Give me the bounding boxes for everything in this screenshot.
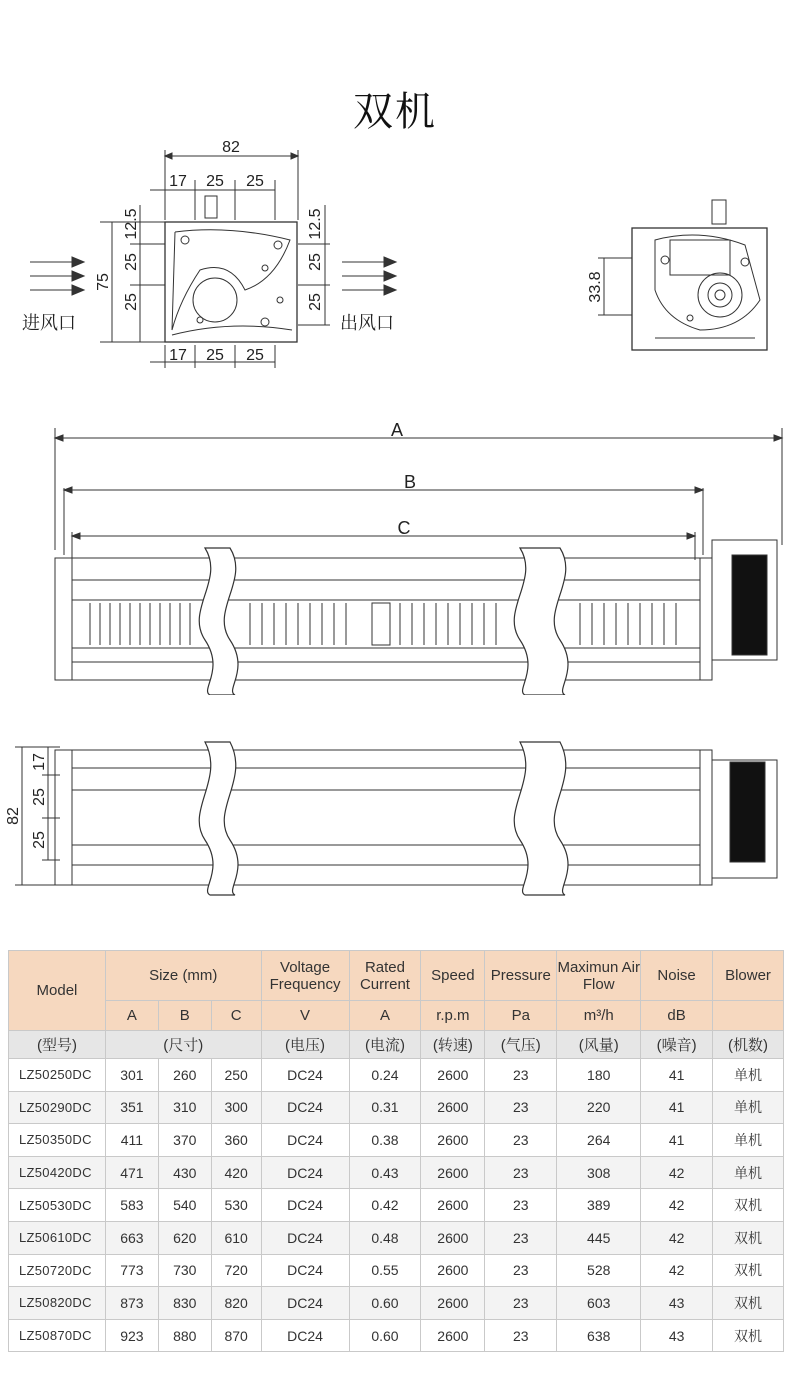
cell-rpm: 2600 (421, 1221, 485, 1254)
cell-b: 830 (158, 1287, 211, 1320)
cell-db: 42 (641, 1156, 713, 1189)
dim-bottom-side-1: 17 (31, 753, 48, 771)
unit-b: B (158, 1001, 211, 1031)
cell-db: 42 (641, 1189, 713, 1222)
cell-a: 773 (105, 1254, 158, 1287)
cell-v: DC24 (261, 1059, 349, 1092)
cn-current: (电流) (349, 1031, 421, 1059)
cell-rpm: 2600 (421, 1059, 485, 1092)
cell-pa: 23 (485, 1189, 557, 1222)
cell-db: 41 (641, 1091, 713, 1124)
inlet-label: 进风口 (22, 313, 76, 334)
cell-c: 420 (211, 1156, 261, 1189)
cell-flow: 308 (557, 1156, 641, 1189)
table-cn-row (9, 1031, 784, 1059)
cell-rpm: 2600 (421, 1124, 485, 1157)
dim-bottom-3: 25 (246, 347, 264, 364)
cell-c: 360 (211, 1124, 261, 1157)
table-row (9, 1254, 784, 1287)
dim-bottom-side-2: 25 (31, 788, 48, 806)
cell-blower: 双机 (713, 1254, 784, 1287)
unit-current: A (349, 1001, 421, 1031)
cell-flow: 638 (557, 1319, 641, 1352)
cell-blower: 双机 (713, 1189, 784, 1222)
cell-rpm: 2600 (421, 1091, 485, 1124)
cell-b: 730 (158, 1254, 211, 1287)
cell-a: 411 (105, 1124, 158, 1157)
dim-bottom-2: 25 (206, 347, 224, 364)
cell-b: 620 (158, 1221, 211, 1254)
header-model: Model (9, 951, 106, 1031)
table-row (9, 1319, 784, 1352)
cell-db: 43 (641, 1319, 713, 1352)
cell-blower: 单机 (713, 1156, 784, 1189)
cell-v: DC24 (261, 1254, 349, 1287)
dim-right-2: 25 (307, 253, 324, 271)
cell-flow: 603 (557, 1287, 641, 1320)
dim-bottom-height: 82 (5, 807, 22, 825)
cell-a: 583 (105, 1189, 158, 1222)
dim-bottom-1: 17 (169, 347, 187, 364)
cell-i: 0.55 (349, 1254, 421, 1287)
cn-blower: (机数) (713, 1031, 784, 1059)
table-header-row (9, 951, 784, 1001)
header-size: Size (mm) (105, 951, 261, 1001)
cell-db: 43 (641, 1287, 713, 1320)
header-blower: Blower (713, 951, 784, 1001)
dim-overall: 82 (222, 139, 240, 156)
unit-pressure: Pa (485, 1001, 557, 1031)
table-row (9, 1124, 784, 1157)
cell-model: LZ50820DC (9, 1287, 106, 1320)
header-voltage: Voltage Frequency (261, 951, 349, 1001)
cell-db: 41 (641, 1124, 713, 1157)
cell-b: 370 (158, 1124, 211, 1157)
cell-v: DC24 (261, 1156, 349, 1189)
dim-b: B (403, 472, 417, 492)
cell-b: 310 (158, 1091, 211, 1124)
cell-blower: 单机 (713, 1059, 784, 1092)
cell-a: 873 (105, 1287, 158, 1320)
length-diagram (0, 420, 790, 695)
dim-left-2: 25 (123, 253, 140, 271)
cn-airflow: (风量) (557, 1031, 641, 1059)
cell-blower: 双机 (713, 1287, 784, 1320)
cell-db: 42 (641, 1254, 713, 1287)
table-row (9, 1221, 784, 1254)
cell-i: 0.60 (349, 1319, 421, 1352)
cell-c: 720 (211, 1254, 261, 1287)
table-row (9, 1189, 784, 1222)
cell-b: 880 (158, 1319, 211, 1352)
unit-a: A (105, 1001, 158, 1031)
dim-a: A (390, 420, 404, 440)
cell-model: LZ50870DC (9, 1319, 106, 1352)
cn-pressure: (气压) (485, 1031, 557, 1059)
front-view-diagram (0, 135, 440, 375)
cell-rpm: 2600 (421, 1156, 485, 1189)
cell-rpm: 2600 (421, 1287, 485, 1320)
cell-flow: 445 (557, 1221, 641, 1254)
cell-b: 430 (158, 1156, 211, 1189)
cell-model: LZ50610DC (9, 1221, 106, 1254)
cell-v: DC24 (261, 1221, 349, 1254)
outlet-label: 出风口 (340, 313, 394, 334)
cell-c: 820 (211, 1287, 261, 1320)
dim-top-2: 25 (206, 173, 224, 190)
cell-pa: 23 (485, 1254, 557, 1287)
cell-c: 870 (211, 1319, 261, 1352)
unit-blower (713, 1001, 784, 1031)
cell-model: LZ50290DC (9, 1091, 106, 1124)
cell-c: 610 (211, 1221, 261, 1254)
spec-table (8, 950, 784, 1352)
unit-airflow: m³/h (557, 1001, 641, 1031)
cell-i: 0.43 (349, 1156, 421, 1189)
cell-rpm: 2600 (421, 1319, 485, 1352)
header-current: Rated Current (349, 951, 421, 1001)
bottom-view-diagram (0, 740, 790, 900)
cell-a: 663 (105, 1221, 158, 1254)
cell-v: DC24 (261, 1189, 349, 1222)
unit-speed: r.p.m (421, 1001, 485, 1031)
table-row (9, 1059, 784, 1092)
cell-c: 250 (211, 1059, 261, 1092)
table-row (9, 1287, 784, 1320)
table-units-row (9, 1001, 784, 1031)
unit-voltage: V (261, 1001, 349, 1031)
cell-i: 0.48 (349, 1221, 421, 1254)
dim-right-1: 12.5 (307, 208, 324, 240)
unit-noise: dB (641, 1001, 713, 1031)
unit-c: C (211, 1001, 261, 1031)
cell-i: 0.60 (349, 1287, 421, 1320)
cell-pa: 23 (485, 1124, 557, 1157)
cell-i: 0.24 (349, 1059, 421, 1092)
cell-i: 0.38 (349, 1124, 421, 1157)
header-pressure: Pressure (485, 951, 557, 1001)
cell-rpm: 2600 (421, 1254, 485, 1287)
dim-left-1: 12.5 (123, 208, 140, 240)
cell-model: LZ50530DC (9, 1189, 106, 1222)
cell-pa: 23 (485, 1091, 557, 1124)
dim-c: C (397, 518, 411, 538)
cell-blower: 单机 (713, 1091, 784, 1124)
cell-pa: 23 (485, 1221, 557, 1254)
cell-v: DC24 (261, 1287, 349, 1320)
cell-pa: 23 (485, 1156, 557, 1189)
cn-size: (尺寸) (105, 1031, 261, 1059)
dim-left-3: 25 (123, 293, 140, 311)
cn-model: (型号) (9, 1031, 106, 1059)
cell-db: 41 (641, 1059, 713, 1092)
cell-b: 540 (158, 1189, 211, 1222)
cell-model: LZ50720DC (9, 1254, 106, 1287)
cell-a: 471 (105, 1156, 158, 1189)
header-speed: Speed (421, 951, 485, 1001)
table-row (9, 1091, 784, 1124)
cell-b: 260 (158, 1059, 211, 1092)
cell-flow: 389 (557, 1189, 641, 1222)
side-view-diagram (580, 195, 780, 360)
cell-pa: 23 (485, 1287, 557, 1320)
page-title: 双机 (353, 89, 437, 135)
table-row (9, 1156, 784, 1189)
cell-flow: 528 (557, 1254, 641, 1287)
cell-v: DC24 (261, 1091, 349, 1124)
cell-blower: 单机 (713, 1124, 784, 1157)
cell-flow: 220 (557, 1091, 641, 1124)
cn-speed: (转速) (421, 1031, 485, 1059)
cell-a: 351 (105, 1091, 158, 1124)
cell-a: 923 (105, 1319, 158, 1352)
cell-db: 42 (641, 1221, 713, 1254)
cell-c: 530 (211, 1189, 261, 1222)
header-airflow: Maximun Air Flow (557, 951, 641, 1001)
cell-i: 0.42 (349, 1189, 421, 1222)
cell-pa: 23 (485, 1059, 557, 1092)
dim-bottom-side-3: 25 (31, 831, 48, 849)
cell-model: LZ50420DC (9, 1156, 106, 1189)
cell-a: 301 (105, 1059, 158, 1092)
cell-flow: 180 (557, 1059, 641, 1092)
cn-voltage: (电压) (261, 1031, 349, 1059)
dim-top-3: 25 (246, 173, 264, 190)
cell-model: LZ50250DC (9, 1059, 106, 1092)
cell-v: DC24 (261, 1319, 349, 1352)
cell-rpm: 2600 (421, 1189, 485, 1222)
cell-c: 300 (211, 1091, 261, 1124)
dim-right-3: 25 (307, 293, 324, 311)
cell-pa: 23 (485, 1319, 557, 1352)
dim-height: 75 (95, 273, 112, 291)
cell-flow: 264 (557, 1124, 641, 1157)
cn-noise: (噪音) (641, 1031, 713, 1059)
cell-model: LZ50350DC (9, 1124, 106, 1157)
dim-top-1: 17 (169, 173, 187, 190)
cell-blower: 双机 (713, 1221, 784, 1254)
dim-side: 33.8 (587, 271, 604, 303)
cell-v: DC24 (261, 1124, 349, 1157)
cell-i: 0.31 (349, 1091, 421, 1124)
header-noise: Noise (641, 951, 713, 1001)
cell-blower: 双机 (713, 1319, 784, 1352)
